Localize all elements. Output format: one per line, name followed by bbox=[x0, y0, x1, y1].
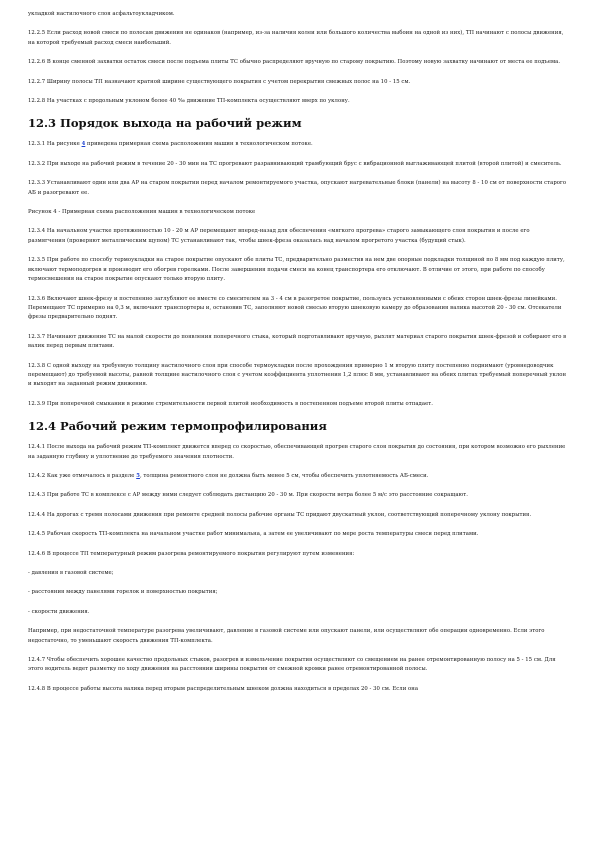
paragraph-12-4-1: 12.4.1 После выхода на рабочий режим ТП-комплект движется вперед со скоростью, обеспечивающей прогрев старого слоя покрытия до состояния, при котором возможно его рыхление на заданную глубину и уплотнение до требуемого значения плотности. bbox=[28, 444, 566, 460]
paragraph-12-3-7: 12.3.7 Начинают движение ТС на малой скорости до появления поперечного стыка, который подготавливают вручную, рыхлят материал старого покрытия шнек-фрезой и собирают его в валик перед первым плитами. bbox=[28, 333, 567, 350]
paragraph-12-4-6: 12.4.6 В процессе ТП температурный режим разогрева ремонтируемого покрытия регулируют путем изменения: bbox=[28, 550, 355, 557]
paragraph-12-3-9: 12.3.9 При поперечной смыкании в режиме стремительности первой плитой необходимость в постепенном подъеме второй плиты отпадает. bbox=[28, 400, 433, 407]
paragraph-12-3-5: 12.3.5 При работе по способу термоукладки на старое покрытие опускают обе плиты ТС, предварительно разместив на нем две опорные подкладки толщиной по 8 мм под каждую плиту, включают термоподогрев и производят его обогрев горелками. После завершения подачи смеси на конец транспортера его отключают. В отличие от этого, при работе по способу термосмешения на старое покрытие опускают только вторую плиту. bbox=[28, 257, 565, 283]
paragraph-12-2-8: 12.2.8 На участках с продольным уклоном более 40 ‰ движение ТП-комплекта осуществляют вверх по уклону. bbox=[28, 98, 350, 105]
paragraph-12-2-7: 12.2.7 Ширину полосы ТП назначают кратной ширине существующего покрытия с учетом перекрытия смежных полос на 10 - 15 см. bbox=[28, 78, 411, 85]
paragraph-12-4-3: 12.4.3 При работе ТС в комплексе с АР между ними следует соблюдать дистанцию 20 - 30 м. При скорости ветра более 5 м/с это расстояние сокращают. bbox=[28, 492, 468, 499]
paragraph-12-3-2: 12.3.2 При выходе на рабочий режим в течение 20 - 30 мин на ТС прогревают разравнивающий трамбующий брус с вибрационной выглаживающей плитой (второй плитой) и смеситель. bbox=[28, 160, 562, 167]
paragraph-top: укладкой настилочного слоя асфальтоукладчиком. bbox=[28, 11, 175, 17]
paragraph-12-3-3: 12.3.3 Устанавливают один или два АР на старом покрытии перед началом ремонтируемого участка, опускают нагревательные блоки (панели) на высоту 8 - 10 см от поверхности старого АБ и разогревают ее. bbox=[28, 180, 567, 196]
paragraph-12-3-8: 12.3.8 С одной выходу на требуемую толщину настилочного слоя при способе термоукладки после прохождения примерно 1 м вторую плиту постепенно поднимают (уровнедоводчик перемещают) до требуемой высоты, равной толщине настилочного слоя с учетом коэффициента уплотнения 1,2 плюс 8 мм, устанавливают на обеих плитах требуемый поперечный уклон и выходят на заданный режим движения. bbox=[28, 362, 567, 388]
paragraph-12-3-1-text-b: приведена примерная схема расположения машин в технологическом потоке. bbox=[85, 141, 313, 148]
paragraph-example: Например, при недостаточной температуре разогрева увеличивают, давление в газовой системе или опускают панели, или осуществляют обе операции одновременно. Если этого недостаточно, то уменьшают скорость движения ТП-комплекта. bbox=[28, 628, 545, 644]
figure-4-link[interactable]: 4 bbox=[81, 141, 86, 148]
paragraph-12-2-5: 12.2.5 Если расход новой смеси по полосам движения не одинаков (например, из-за наличия колеи или большого количества выбоин на одной из них), ТП начинают с полосы движения, на которой требуемый расход смеси наибольший. bbox=[28, 30, 564, 46]
document-page bbox=[28, 10, 568, 704]
paragraph-12-3-4: 12.3.4 На начальном участке протяженностью 10 - 20 м АР перемещают вперед-назад для обеспечения «мягкого прогрева» старого замыкающего слоя покрытия и после его размягчения (проверяют металлическим щупом) ТС устанавливают так, чтобы шнек-фреза оказалась над началом прогретого участка (будущий стык). bbox=[28, 228, 530, 244]
section-heading-12-4: 12.4 Рабочий режим термопрофилирования bbox=[28, 419, 327, 434]
paragraph-12-4-7: 12.4.7 Чтобы обеспечить хорошее качество продольных стыков, разогрев и измельчение покрытия осуществляют со смещением на ранее отремонтированную полосу на 5 - 15 см. Для этого водитель ведет разметку по ходу движения на расстоянии ширины покрытия от смежной кромки ранее отремонтированной полосы. bbox=[28, 657, 556, 673]
paragraph-12-3-1-text-a: 12.3.1 На рисунке bbox=[28, 141, 82, 148]
paragraph-12-4-8: 12.4.8 В процессе работы высота валика перед вторым распределительным шнеком должна находиться в пределах 20 - 30 см. Если она bbox=[28, 685, 419, 692]
section-heading-12-3: 12.3 Порядок выхода на рабочий режим bbox=[28, 116, 302, 131]
list-item-speed: - скорости движения. bbox=[28, 608, 90, 615]
paragraph-12-4-5: 12.4.5 Рабочая скорость ТП-комплекта на начальном участке работ минимальна, а затем ее увеличивают по мере роста температуры смеси перед плитами. bbox=[28, 531, 479, 538]
paragraph-12-3-1 bbox=[28, 140, 568, 149]
paragraph-12-3-6: 12.3.6 Включают шнек-фрезу и постепенно заглубляют ее вместе со смесителем на 3 - 4 см в разогретое покрытие, пользуясь установленными с обеих сторон шнек-фрезы линейками. Перемещают ТС примерно на 0,3 м, включают транспортеры и, остановив ТС, заполняют новой смесью вторую шнековую камеру до образования валика высотой 20 - 30 см. Отсекатели фрезы предварительно поднят. bbox=[28, 295, 562, 321]
list-item-panel-distance: - расстояния между панелями горелок и поверхностью покрытия; bbox=[28, 589, 218, 596]
figure-caption-4: Рисунок 4 - Примерная схема расположения машин в технологическом потоке bbox=[28, 209, 256, 216]
paragraph-12-4-2 bbox=[28, 472, 568, 481]
paragraph-12-4-2-text-a: 12.4.2 Как уже отмечалось в разделе bbox=[28, 472, 137, 479]
list-item-gas-pressure: - давления в газовой системе; bbox=[28, 570, 114, 576]
paragraph-12-4-2-text-b: , толщина ремонтного слоя не должна быть менее 5 см, чтобы обеспечить уплотняемость АБ-смеси. bbox=[139, 472, 429, 479]
section-5-link[interactable]: 5 bbox=[136, 472, 140, 479]
paragraph-12-4-4: 12.4.4 На дорогах с тремя полосами движения при ремонте средней полосы рабочие органы ТС придают двускатный уклон, соответствующий поперечному уклону покрытия. bbox=[28, 511, 532, 518]
paragraph-12-2-6: 12.2.6 В конце сменной захватки остаток смеси после подъема плиты ТС обычно распределяют вручную по старому покрытию. Поэтому новую захватку начинают от места ее подъема. bbox=[28, 59, 561, 66]
